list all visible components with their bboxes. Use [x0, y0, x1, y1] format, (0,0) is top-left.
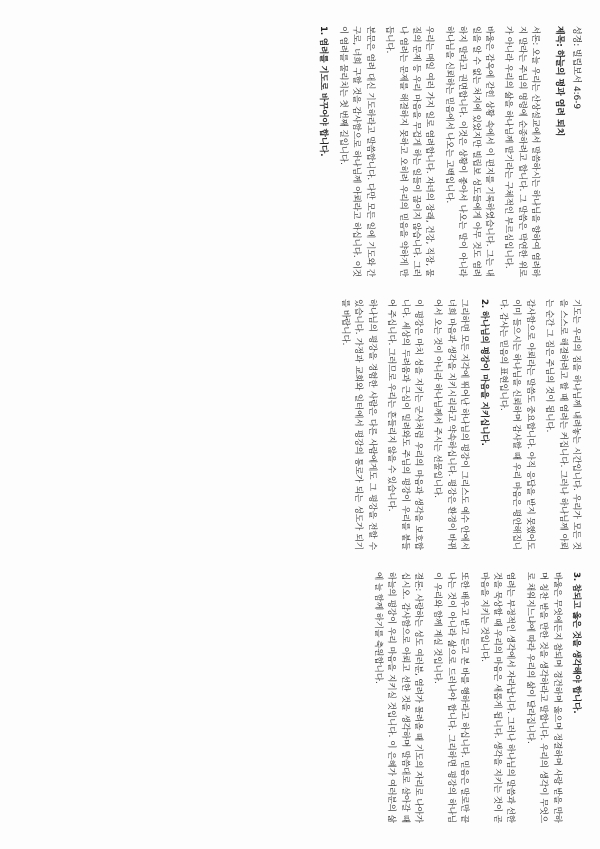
- paragraph: 우리는 매일 여러 가지 일로 염려합니다. 자녀의 장래, 건강, 직장, 물질의 문제 등 우리 마음을 무겁게 하는 일들이 끊이지 않습니다. 그러나 염려는 문제를 해결하지 못하고 오히려 우리의 믿음을 약하게 만듭니다.: [384, 26, 435, 277]
- paragraph: 그리하면 모든 지각에 뛰어난 하나님의 평강이 그리스도 예수 안에서 너희 마음과 생각을 지키시리라고 약속하십니다. 평강은 환경이 바뀌어서 오는 것이 아니라 하나님께서 주시는 선물입니다.: [432, 299, 470, 550]
- section-heading: 1. 염려를 기도로 바꾸어야 합니다.: [318, 26, 329, 157]
- paragraph: 감사함으로 아뢰라는 말씀도 중요합니다. 아직 응답을 받지 못했어도 이미 들으시는 하나님을 신뢰하며 감사할 때 우리 마음은 평안해집니다. 감사는 믿음의 표현입니다.: [497, 299, 535, 550]
- paragraph: 하나님의 평강을 경험한 사람은 다른 사람에게도 그 평강을 전할 수 있습니다. 가정과 교회와 일터에서 평강의 통로가 되는 성도가 되기를 바랍니다.: [339, 299, 377, 550]
- scripture-reference: 성경: 빌립보서 4:6-9: [571, 26, 581, 109]
- text-column-3: [14, 572, 582, 823]
- paragraph: 서론: 오늘 우리는 산상설교에서 말씀하시는 하나님을 향하여 염려하지 말라는 주님의 명령에 순종하려고 합니다. 그 말씀은 막연한 위로가 아니라 우리의 삶을 하나님께 맡기라는 구체적인 부르심입니다.: [503, 26, 541, 277]
- paragraph: 이 평강은 마치 성을 지키는 군사처럼 우리의 마음과 생각을 보호합니다. 세상의 두려움과 근심이 밀려와도 주님의 평강이 우리를 붙들어 주십니다. 그러므로 우리는 흔들리지 않을 수 있습니다.: [386, 299, 423, 550]
- paragraph: 본문은 염려 대신 기도하라고 말씀합니다. 다만 모든 일에 기도와 간구로, 너희 구할 것을 감사함으로 하나님께 아뢰라고 하십니다. 이것이 염려를 물리치는 첫 번째 길입니다.: [337, 26, 375, 277]
- sermon-title: 제목: 하늘의 평과 염려 퇴치: [553, 26, 564, 137]
- paragraph: 결론: 사랑하는 성도 여러분, 염려가 몰려올 때 기도의 자리로 나아가십시오. 감사함으로 아뢰고 선한 것을 생각하며 말씀대로 살아갈 때 하늘의 평강이 우리 마음을 지키실 것입니다. 이 은혜가 여러분의 삶에 늘 함께 하기를 축원합니다.: [372, 572, 423, 823]
- paragraph: 또한 배우고 받고 듣고 본 바를 행하라고 하십니다. 믿음은 말로만 끝나는 것이 아니라 삶으로 드러나야 합니다. 그리하면 평강의 하나님이 우리와 함께 계실 것입니다.: [432, 572, 470, 823]
- section-heading: 3. 참되고 옳은 것을 생각해야 합니다.: [571, 572, 581, 714]
- paragraph: 염려는 부정적인 생각에서 자라납니다. 그러나 하나님의 말씀과 선한 것을 묵상할 때 우리의 마음은 새롭게 됩니다. 생각을 지키는 것이 곧 마음을 지키는 것입니다.: [478, 572, 516, 823]
- text-column-1: [14, 26, 582, 277]
- paragraph: 바울은 감옥에 갇힌 상황 속에서 이 편지를 기록하였습니다. 그는 내일을 알 수 없는 처지에 있었지만 빌립보 성도들에게 아무 것도 염려하지 말라고 권면합니다. 이것은 상황이 좋아서 나오는 말이 아니라 하나님을 신뢰하는 믿음에서 나오는 고백입니다.: [443, 26, 494, 277]
- column-container: [14, 26, 582, 823]
- section-heading: 2. 하나님의 평강이 마음을 지키십니다.: [478, 299, 489, 446]
- paragraph: 바울은 무엇에든지 참되며 경건하며 옳으며 정결하며 사랑 받을 만하며 칭찬 받을 만한 것을 생각하라고 말합니다. 우리의 생각이 무엇으로 채워지느냐에 따라 우리의 삶이 달라집니다.: [524, 572, 562, 823]
- text-column-2: [14, 299, 582, 550]
- paragraph: 기도는 우리의 짐을 하나님께 내려놓는 시간입니다. 우리가 모든 것을 스스로 해결하려고 할 때 염려는 커집니다. 그러나 하나님께 아뢰는 순간 그 짐은 주님의 것이 됩니다.: [544, 299, 581, 550]
